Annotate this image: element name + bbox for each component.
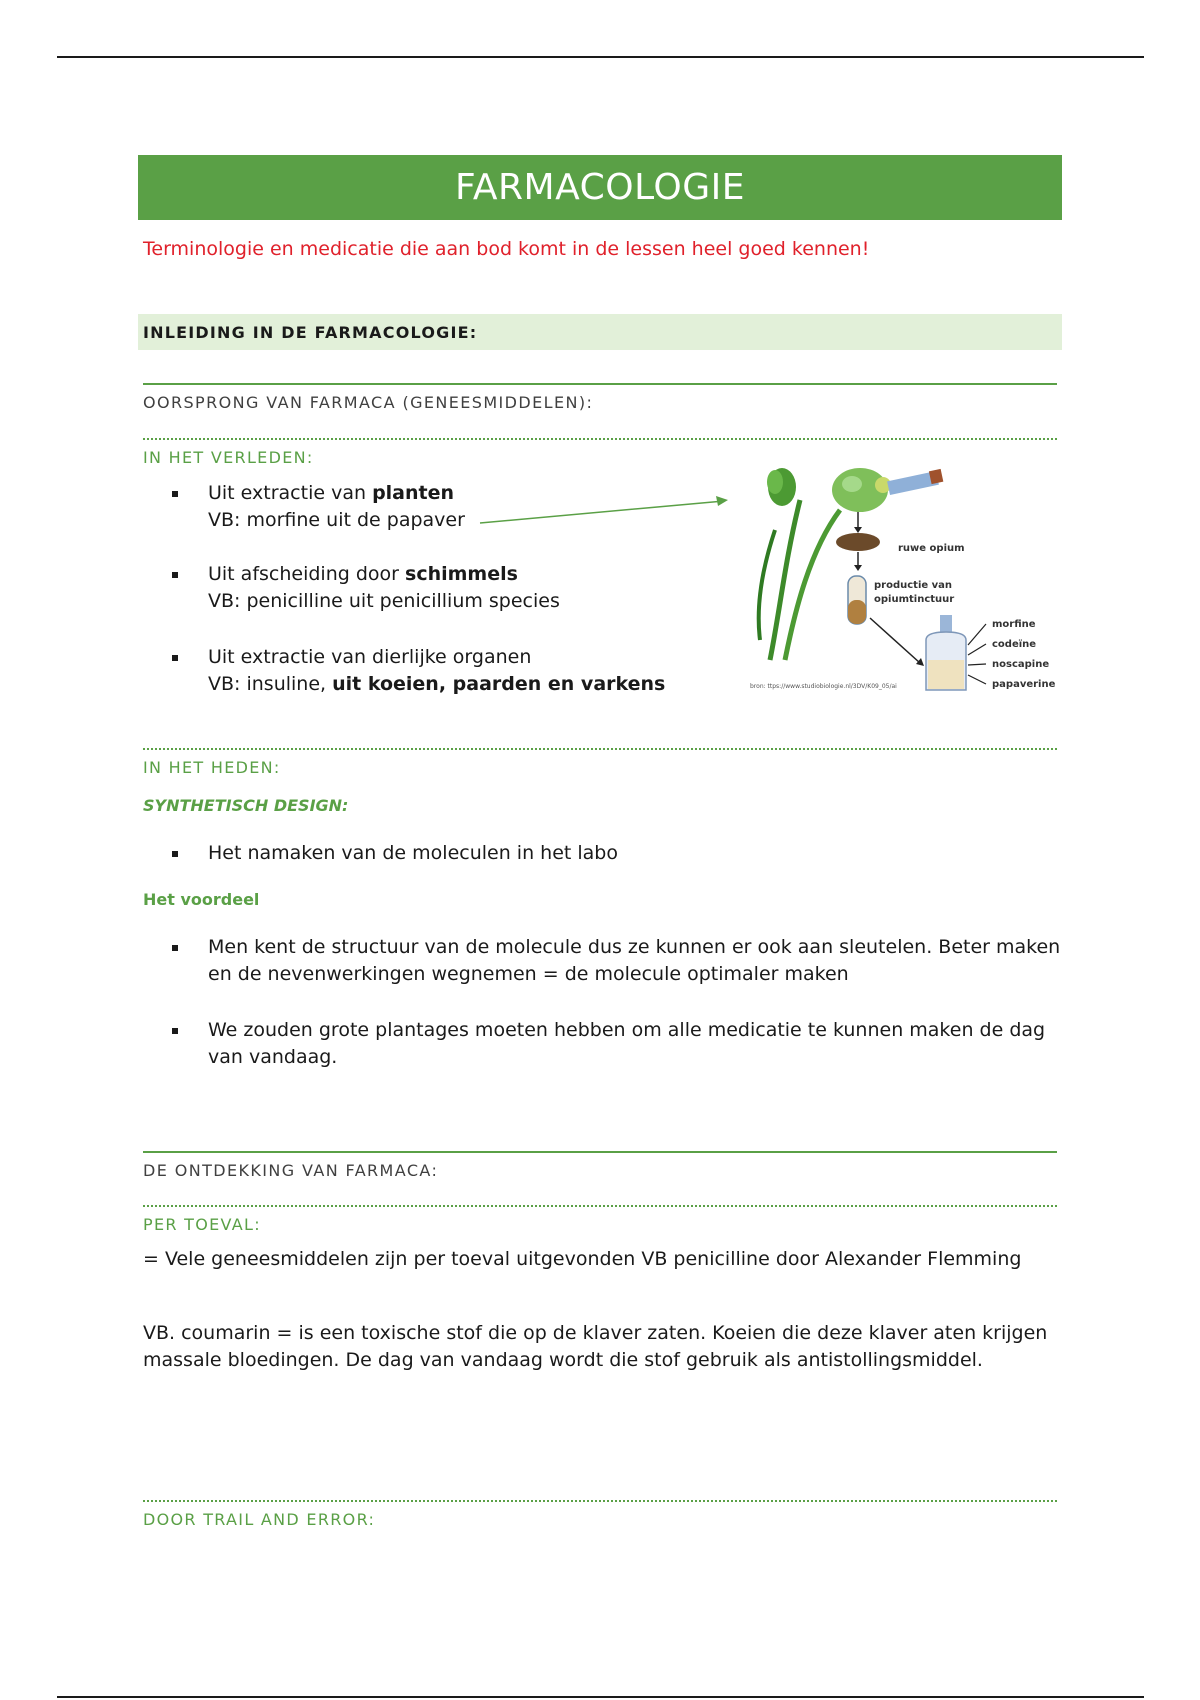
page-bottom-rule	[57, 1696, 1144, 1698]
figure-label: codeïne	[992, 639, 1037, 650]
extract-bottle-illustration	[926, 615, 986, 690]
page-title: FARMACOLOGIE	[138, 155, 1062, 220]
page-top-rule	[57, 56, 1144, 58]
figure-label: productie van	[874, 580, 953, 591]
bullet-icon	[172, 945, 178, 951]
bullet-icon	[172, 655, 178, 661]
poppy-opium-figure	[740, 460, 1070, 700]
bullet-icon	[172, 851, 178, 857]
heading-past: IN HET VERLEDEN:	[143, 438, 1057, 467]
figure-label: noscapine	[992, 659, 1050, 670]
raw-opium-illustration	[836, 512, 880, 571]
heading-present: IN HET HEDEN:	[143, 748, 1057, 777]
figure-label: morfine	[992, 619, 1036, 630]
bullet-icon	[172, 491, 178, 497]
heading-discovery: DE ONTDEKKING VAN FARMACA:	[143, 1151, 1057, 1180]
paragraph: VB. coumarin = is een toxische stof die op de klaver zaten. Koeien die deze klaver aten krijgen massale bloedingen. De dag van vandaag wordt die stof gebruik als antistollingsmiddel.	[143, 1322, 1048, 1371]
subheading-synthetic-design: SYNTHETISCH DESIGN:	[143, 796, 349, 815]
paragraph: = Vele geneesmiddelen zijn per toeval uitgevonden VB penicilline door Alexander Flemming	[143, 1248, 1022, 1270]
bullet-icon	[172, 1028, 178, 1034]
figure-source: bron: ttps://www.studiobiologie.nl/3DV/K09_05/ai	[750, 683, 897, 690]
warning-note: Terminologie en medicatie die aan bod komt in de lessen heel goed kennen!	[143, 238, 870, 260]
figure-label: ruwe opium	[898, 543, 965, 554]
figure-label: papaverine	[992, 679, 1056, 690]
subheading-advantage: Het voordeel	[143, 890, 260, 909]
pointer-arrow	[478, 490, 738, 530]
heading-by-chance: PER TOEVAL:	[143, 1205, 1057, 1234]
heading-origin: OORSPRONG VAN FARMACA (GENEESMIDDELEN):	[143, 383, 1057, 412]
heading-trial-and-error: DOOR TRAIL AND ERROR:	[143, 1500, 1057, 1529]
figure-label: opiumtinctuur	[874, 594, 955, 605]
poppy-plant-illustration	[759, 468, 944, 660]
bullet-icon	[172, 572, 178, 578]
section-heading-intro: INLEIDING IN DE FARMACOLOGIE:	[138, 314, 1062, 350]
